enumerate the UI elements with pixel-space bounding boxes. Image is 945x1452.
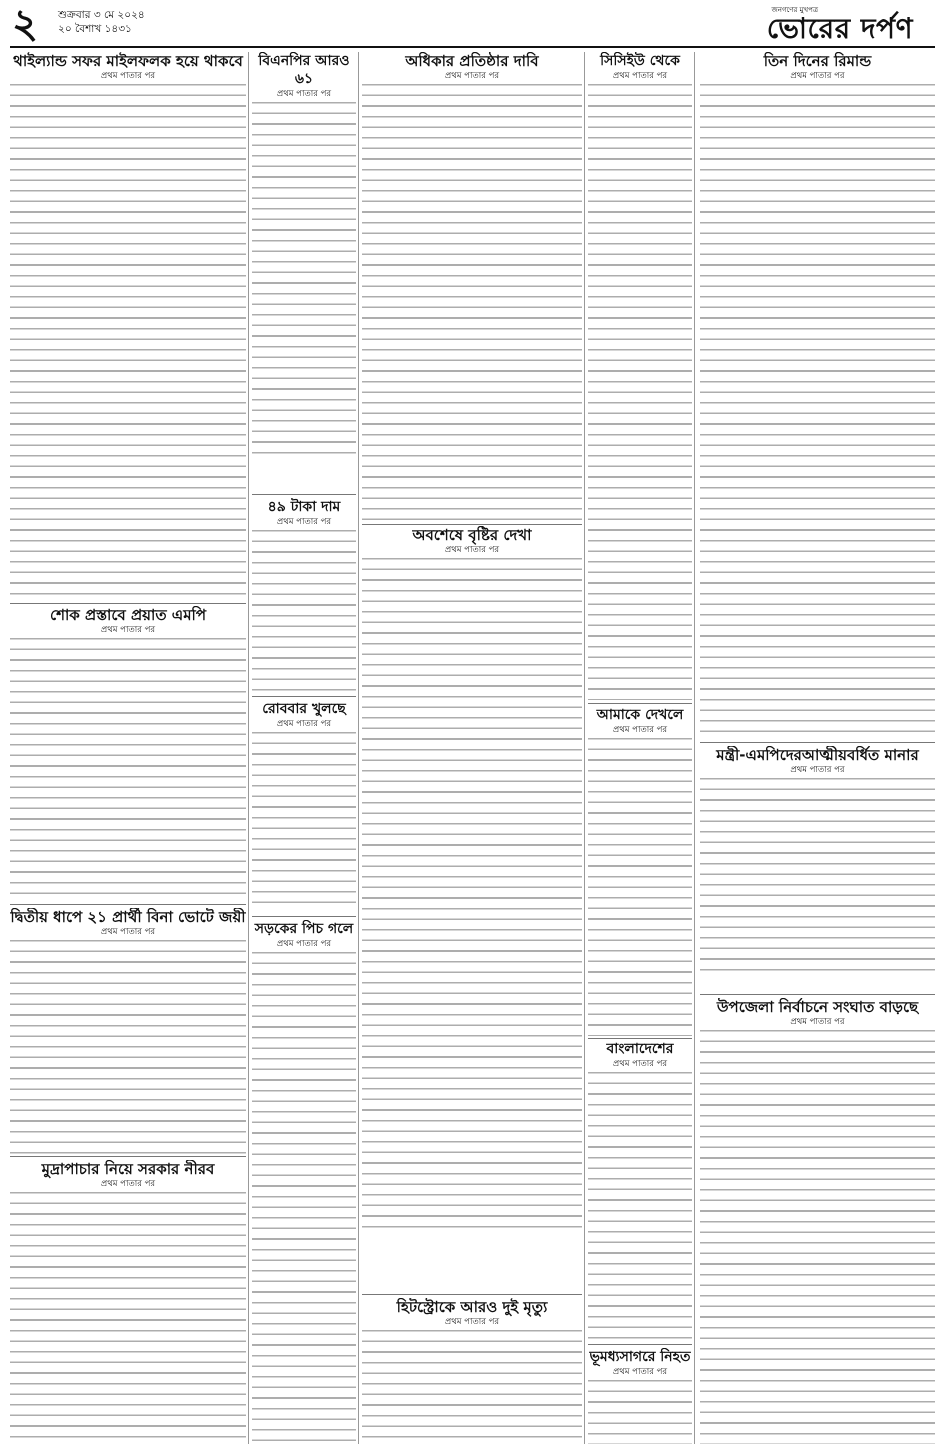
- article-body: [700, 1030, 935, 1444]
- article-continuation: প্রথম পাতার পর: [276, 719, 332, 729]
- date-block: [58, 8, 145, 36]
- article-continuation: প্রথম পাতার পর: [612, 725, 668, 735]
- article-ministers-relatives: [700, 746, 935, 978]
- article-rights-demand: [362, 52, 582, 522]
- article-headline: অধিকার প্রতিষ্ঠার দাবি: [405, 52, 539, 70]
- article-headline: দ্বিতীয় ধাপে ২১ প্রার্থী বিনা ভোটে জয়ী: [10, 908, 246, 926]
- article-money-laundering: [10, 1160, 246, 1444]
- article-ccu: [588, 52, 692, 700]
- article-headline: উপজেলা নির্বাচনে সংঘাত বাড়ছে: [716, 998, 919, 1016]
- column-divider: [584, 52, 585, 1444]
- article-body: [362, 84, 582, 522]
- article-body: [252, 530, 356, 692]
- article-body: [252, 102, 356, 460]
- article-body: [362, 1330, 582, 1444]
- article-headline: শোক প্রস্তাবে প্রয়াত এমপি: [49, 606, 207, 624]
- article-continuation: প্রথম পাতার পর: [276, 517, 332, 527]
- article-continuation: প্রথম পাতার পর: [444, 1317, 500, 1327]
- article-headline: ৪৯ টাকা দাম: [267, 499, 341, 515]
- column-divider: [694, 52, 695, 1444]
- article-headline: রোববার খুলছে: [262, 701, 346, 717]
- story-divider: [362, 524, 582, 525]
- article-headline: থাইল্যান্ড সফর মাইলফলক হয়ে থাকবে: [13, 52, 243, 70]
- article-thailand-visit: [10, 52, 246, 604]
- date-bengali: ২০ বৈশাখ ১৪৩১: [58, 23, 132, 35]
- column-divider: [248, 52, 249, 1444]
- article-continuation: প্রথম পাতার পর: [444, 71, 500, 81]
- masthead: [10, 2, 935, 46]
- story-divider: [588, 1038, 692, 1039]
- article-road-bitumen: [252, 920, 356, 1444]
- story-divider: [588, 703, 692, 704]
- article-body: [252, 952, 356, 1444]
- article-headline: তিন দিনের রিমান্ড: [763, 52, 872, 70]
- story-divider: [252, 696, 356, 697]
- story-divider: [252, 916, 356, 917]
- article-body: [588, 1072, 692, 1340]
- article-body: [252, 732, 356, 912]
- article-body: [10, 638, 246, 898]
- article-heatstroke-deaths: [362, 1298, 582, 1444]
- article-three-day-remand: [700, 52, 935, 738]
- article-continuation: প্রথম পাতার পর: [276, 89, 332, 99]
- article-mediterranean-deaths: [588, 1348, 692, 1444]
- story-divider: [10, 603, 246, 604]
- article-headline: মন্ত্রী-এমপিদেরআত্মীয়বর্ধিত মানার: [716, 746, 919, 764]
- article-continuation: প্রথম পাতার পর: [612, 1059, 668, 1069]
- article-body: [10, 84, 246, 604]
- article-headline: বাংলাদেশের: [606, 1041, 674, 1057]
- article-condolence-mp: [10, 606, 246, 898]
- article-bangladesh: [588, 1040, 692, 1340]
- story-divider: [10, 904, 246, 905]
- article-continuation: প্রথম পাতার পর: [444, 545, 500, 555]
- story-divider: [700, 994, 935, 995]
- article-headline: সড়কের পিচ গলে: [254, 921, 354, 937]
- article-continuation: প্রথম পাতার পর: [100, 1179, 156, 1189]
- column-divider: [358, 52, 359, 1444]
- story-divider: [362, 1294, 582, 1295]
- article-headline: ভূমধ্যসাগরে নিহত: [589, 1349, 691, 1365]
- article-continuation: প্রথম পাতার পর: [100, 71, 156, 81]
- logo-name: ভোরের দর্পণ: [766, 12, 913, 45]
- page-number: ২: [12, 0, 39, 47]
- article-continuation: প্রথম পাতার পর: [612, 1367, 668, 1377]
- article-headline: হিটস্ট্রোকে আরও দুই মৃত্যু: [396, 1298, 548, 1316]
- story-divider: [252, 494, 356, 495]
- article-headline: অবশেষে বৃষ্টির দেখা: [412, 526, 532, 544]
- masthead-rule: [10, 46, 935, 48]
- article-continuation: প্রথম পাতার পর: [612, 71, 668, 81]
- article-continuation: প্রথম পাতার পর: [790, 765, 845, 775]
- logo-tagline: জনগণের মুখপত্র: [771, 6, 818, 14]
- article-headline: বিএনপির আরও ৬১: [258, 53, 350, 87]
- article-body: [588, 1380, 692, 1444]
- article-headline: মুদ্রাপাচার নিয়ে সরকার নীরব: [41, 1160, 215, 1178]
- article-body: [588, 738, 692, 1036]
- story-divider: [588, 1344, 692, 1345]
- article-body: [588, 84, 692, 700]
- article-body: [362, 558, 582, 1232]
- story-divider: [700, 742, 935, 743]
- article-bnp-61: [252, 52, 356, 460]
- article-body: [10, 1192, 246, 1444]
- article-body: [700, 84, 935, 738]
- article-body: [10, 940, 246, 1154]
- article-price-49: [252, 498, 356, 692]
- story-divider: [10, 1156, 246, 1157]
- article-uncontested-winners: [10, 908, 246, 1154]
- article-seeing-me: [588, 706, 692, 1036]
- article-rainfall: [362, 526, 582, 1232]
- article-continuation: প্রথম পাতার পর: [790, 1017, 845, 1027]
- article-upazila-violence: [700, 998, 935, 1444]
- article-headline: আমাকে দেখলে: [596, 707, 684, 723]
- article-reopening-sunday: [252, 700, 356, 912]
- article-continuation: প্রথম পাতার পর: [790, 71, 845, 81]
- article-body: [700, 778, 935, 978]
- date-gregorian: শুক্রবার ৩ মে ২০২৪: [58, 9, 145, 21]
- article-headline: সিসিইউ থেকে: [600, 53, 680, 69]
- article-continuation: প্রথম পাতার পর: [100, 625, 156, 635]
- newspaper-logo: [767, 6, 913, 44]
- article-continuation: প্রথম পাতার পর: [276, 939, 332, 949]
- article-continuation: প্রথম পাতার পর: [100, 927, 156, 937]
